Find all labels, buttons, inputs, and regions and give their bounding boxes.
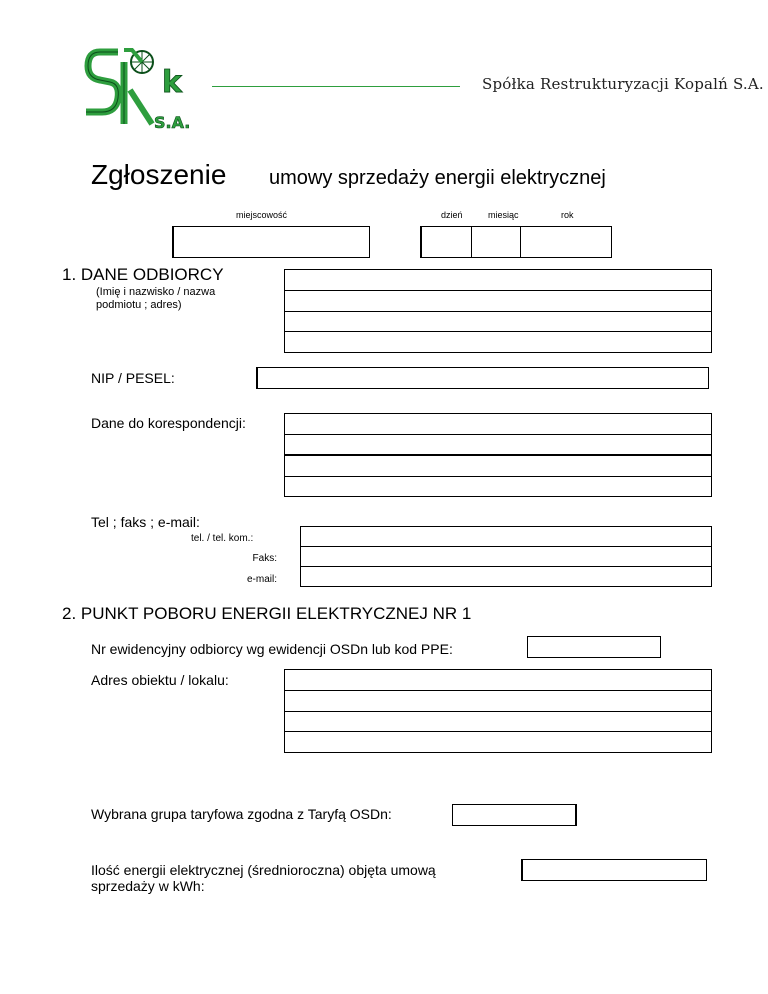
month-label: miesiąc bbox=[488, 210, 519, 220]
energy-label-line1: Ilość energii elektrycznej (średnioroczna) objęta umową bbox=[91, 862, 436, 878]
place-field[interactable] bbox=[172, 226, 370, 258]
fax-field[interactable] bbox=[301, 546, 711, 566]
contact-fields bbox=[300, 526, 712, 587]
nip-label: NIP / PESEL: bbox=[91, 370, 175, 386]
customer-line-2[interactable] bbox=[285, 290, 711, 311]
tariff-label: Wybrana grupa taryfowa zgodna z Taryfą OSDn: bbox=[91, 806, 392, 822]
address-line-2[interactable] bbox=[285, 690, 711, 711]
header-line bbox=[212, 86, 460, 87]
address-fields bbox=[284, 669, 712, 753]
section1-note: (Imię i nazwisko / nazwa podmiotu ; adres) bbox=[96, 286, 216, 311]
address-line-4[interactable] bbox=[285, 731, 711, 752]
correspondence-line-3[interactable] bbox=[285, 454, 711, 476]
address-line-3[interactable] bbox=[285, 711, 711, 732]
place-label: miejscowość bbox=[236, 210, 288, 220]
correspondence-line-1[interactable] bbox=[285, 414, 711, 434]
correspondence-line-4[interactable] bbox=[285, 476, 711, 497]
tel-field[interactable] bbox=[301, 527, 711, 546]
contact-label: Tel ; faks ; e-mail: bbox=[91, 514, 200, 530]
day-field[interactable] bbox=[420, 226, 472, 258]
logo-wheel-icon bbox=[124, 50, 153, 73]
form-subtitle: umowy sprzedaży energii elektrycznej bbox=[269, 167, 606, 189]
year-field[interactable] bbox=[521, 226, 612, 258]
company-name: Spółka Restrukturyzacji Kopalń S.A. bbox=[482, 75, 764, 93]
correspondence-line-2[interactable] bbox=[285, 434, 711, 455]
tel-label: tel. / tel. kom.: bbox=[191, 533, 254, 544]
email-field[interactable] bbox=[301, 566, 711, 586]
logo-k: k bbox=[162, 65, 182, 100]
srk-logo bbox=[80, 40, 200, 135]
day-label: dzień bbox=[441, 210, 463, 220]
logo-s-shape bbox=[86, 52, 118, 112]
correspondence-fields bbox=[284, 413, 712, 497]
address-line-1[interactable] bbox=[285, 670, 711, 690]
tariff-field[interactable] bbox=[452, 804, 577, 826]
customer-data-fields bbox=[284, 269, 712, 353]
customer-line-4[interactable] bbox=[285, 331, 711, 352]
email-label: e-mail: bbox=[246, 574, 277, 585]
energy-field[interactable] bbox=[521, 859, 707, 881]
form-title: Zgłoszenie bbox=[91, 159, 227, 190]
year-label: rok bbox=[561, 210, 574, 220]
ppe-label: Nr ewidencyjny odbiorcy wg ewidencji OSDn lub kod PPE: bbox=[91, 641, 453, 657]
correspondence-label: Dane do korespondencji: bbox=[91, 415, 246, 431]
energy-label-line2: sprzedaży w kWh: bbox=[91, 878, 205, 894]
address-label: Adres obiektu / lokalu: bbox=[91, 672, 229, 688]
section2-heading: 2. PUNKT POBORU ENERGII ELEKTRYCZNEJ NR 1 bbox=[62, 604, 472, 623]
customer-line-3[interactable] bbox=[285, 311, 711, 332]
logo-sa: S.A. bbox=[154, 113, 191, 132]
ppe-field[interactable] bbox=[527, 636, 661, 658]
nip-field[interactable] bbox=[256, 367, 709, 389]
fax-label: Faks: bbox=[252, 553, 277, 564]
date-fields bbox=[420, 226, 612, 258]
customer-line-1[interactable] bbox=[285, 270, 711, 290]
section1-heading: 1. DANE ODBIORCY bbox=[62, 265, 224, 284]
logo-r-leg bbox=[130, 90, 152, 124]
month-field[interactable] bbox=[472, 226, 521, 258]
